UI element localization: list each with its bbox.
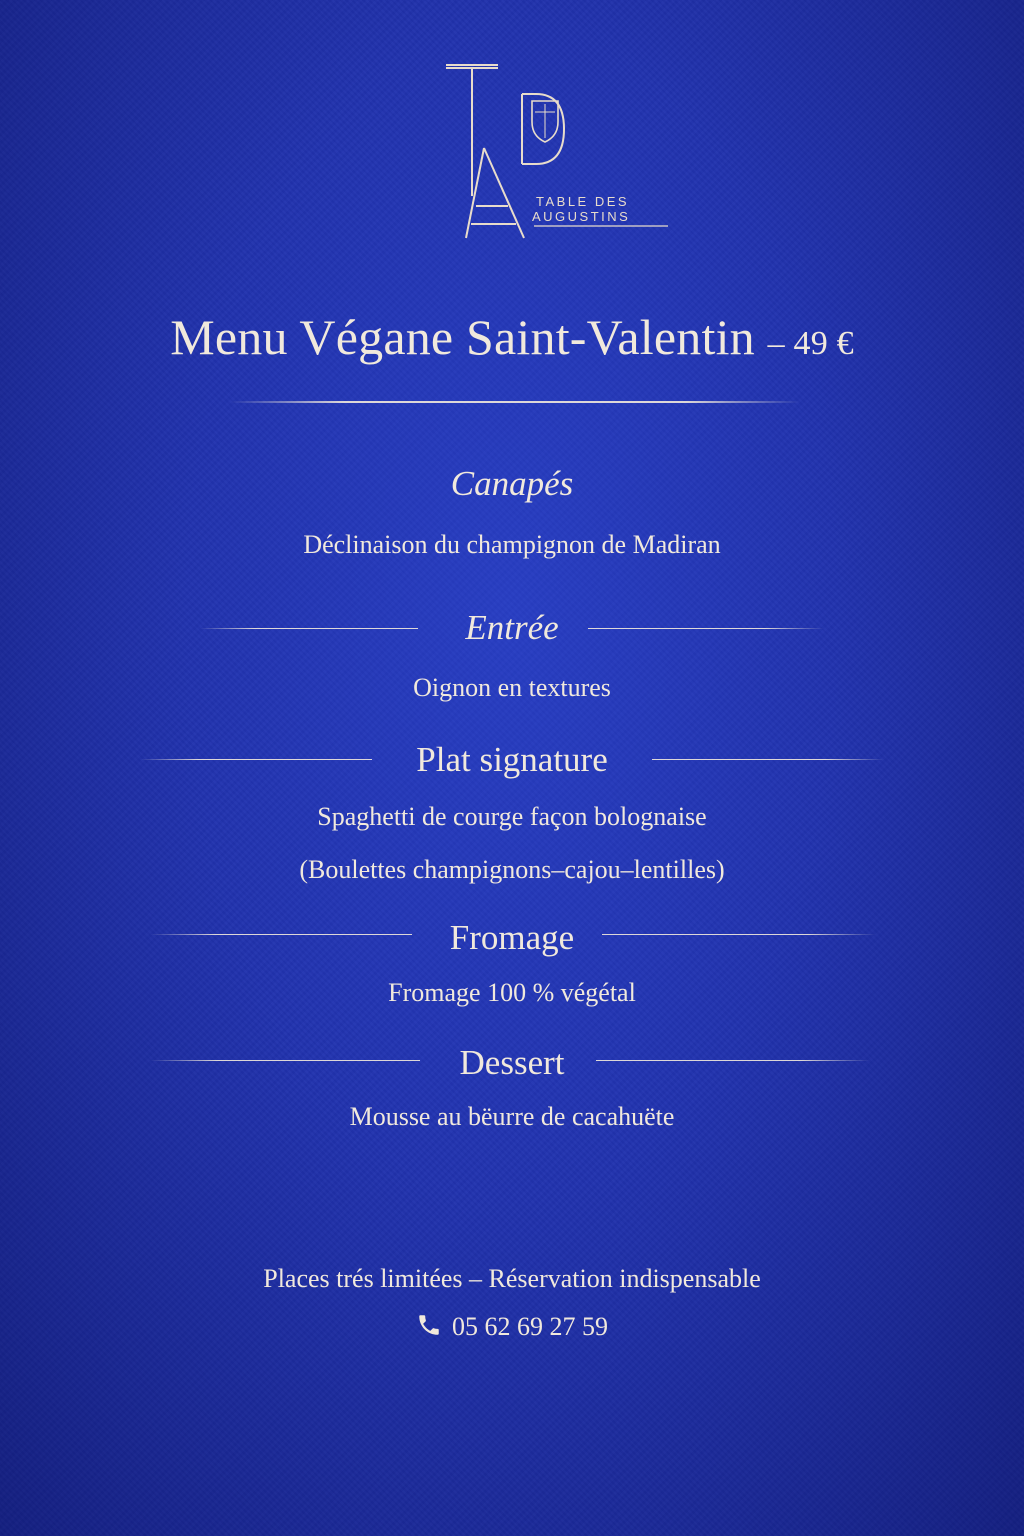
section-heading-entree: Entrée (465, 608, 559, 647)
section-heading-fromage: Fromage (449, 918, 575, 957)
section-heading-dessert: Dessert (459, 1043, 565, 1082)
phone-line[interactable] (0, 1312, 1024, 1342)
dish-plat-2: (Boulettes champignons–cajou–lentilles) (299, 855, 725, 884)
dish-fromage: Fromage 100 % végétal (388, 978, 636, 1007)
phone-number[interactable]: 05 62 69 27 59 (452, 1312, 608, 1341)
section-heading-plat: Plat signature (416, 740, 608, 779)
title-divider (230, 401, 800, 403)
menu-title-text: Menu Végane Saint-Valentin (170, 309, 755, 365)
restaurant-logo (436, 56, 676, 246)
dish-canapes: Déclinaison du champignon de Madiran (303, 530, 721, 559)
logo-wordmark-line1: TABLE DES (536, 194, 630, 209)
dish-plat-1: Spaghetti de courge façon bolognaise (317, 802, 707, 831)
phone-icon (416, 1312, 442, 1338)
logo-wordmark-line2: AUGUSTINS (532, 209, 631, 224)
reservation-notice: Places trés limitées – Réservation indispensable (263, 1264, 761, 1293)
dish-dessert: Mousse au bëurre de cacahuëte (349, 1102, 675, 1131)
dish-entree: Oignon en textures (413, 673, 611, 702)
section-heading-canapes: Canapés (450, 464, 574, 503)
menu-price: – 49 € (767, 325, 854, 362)
menu-title (0, 308, 1024, 366)
